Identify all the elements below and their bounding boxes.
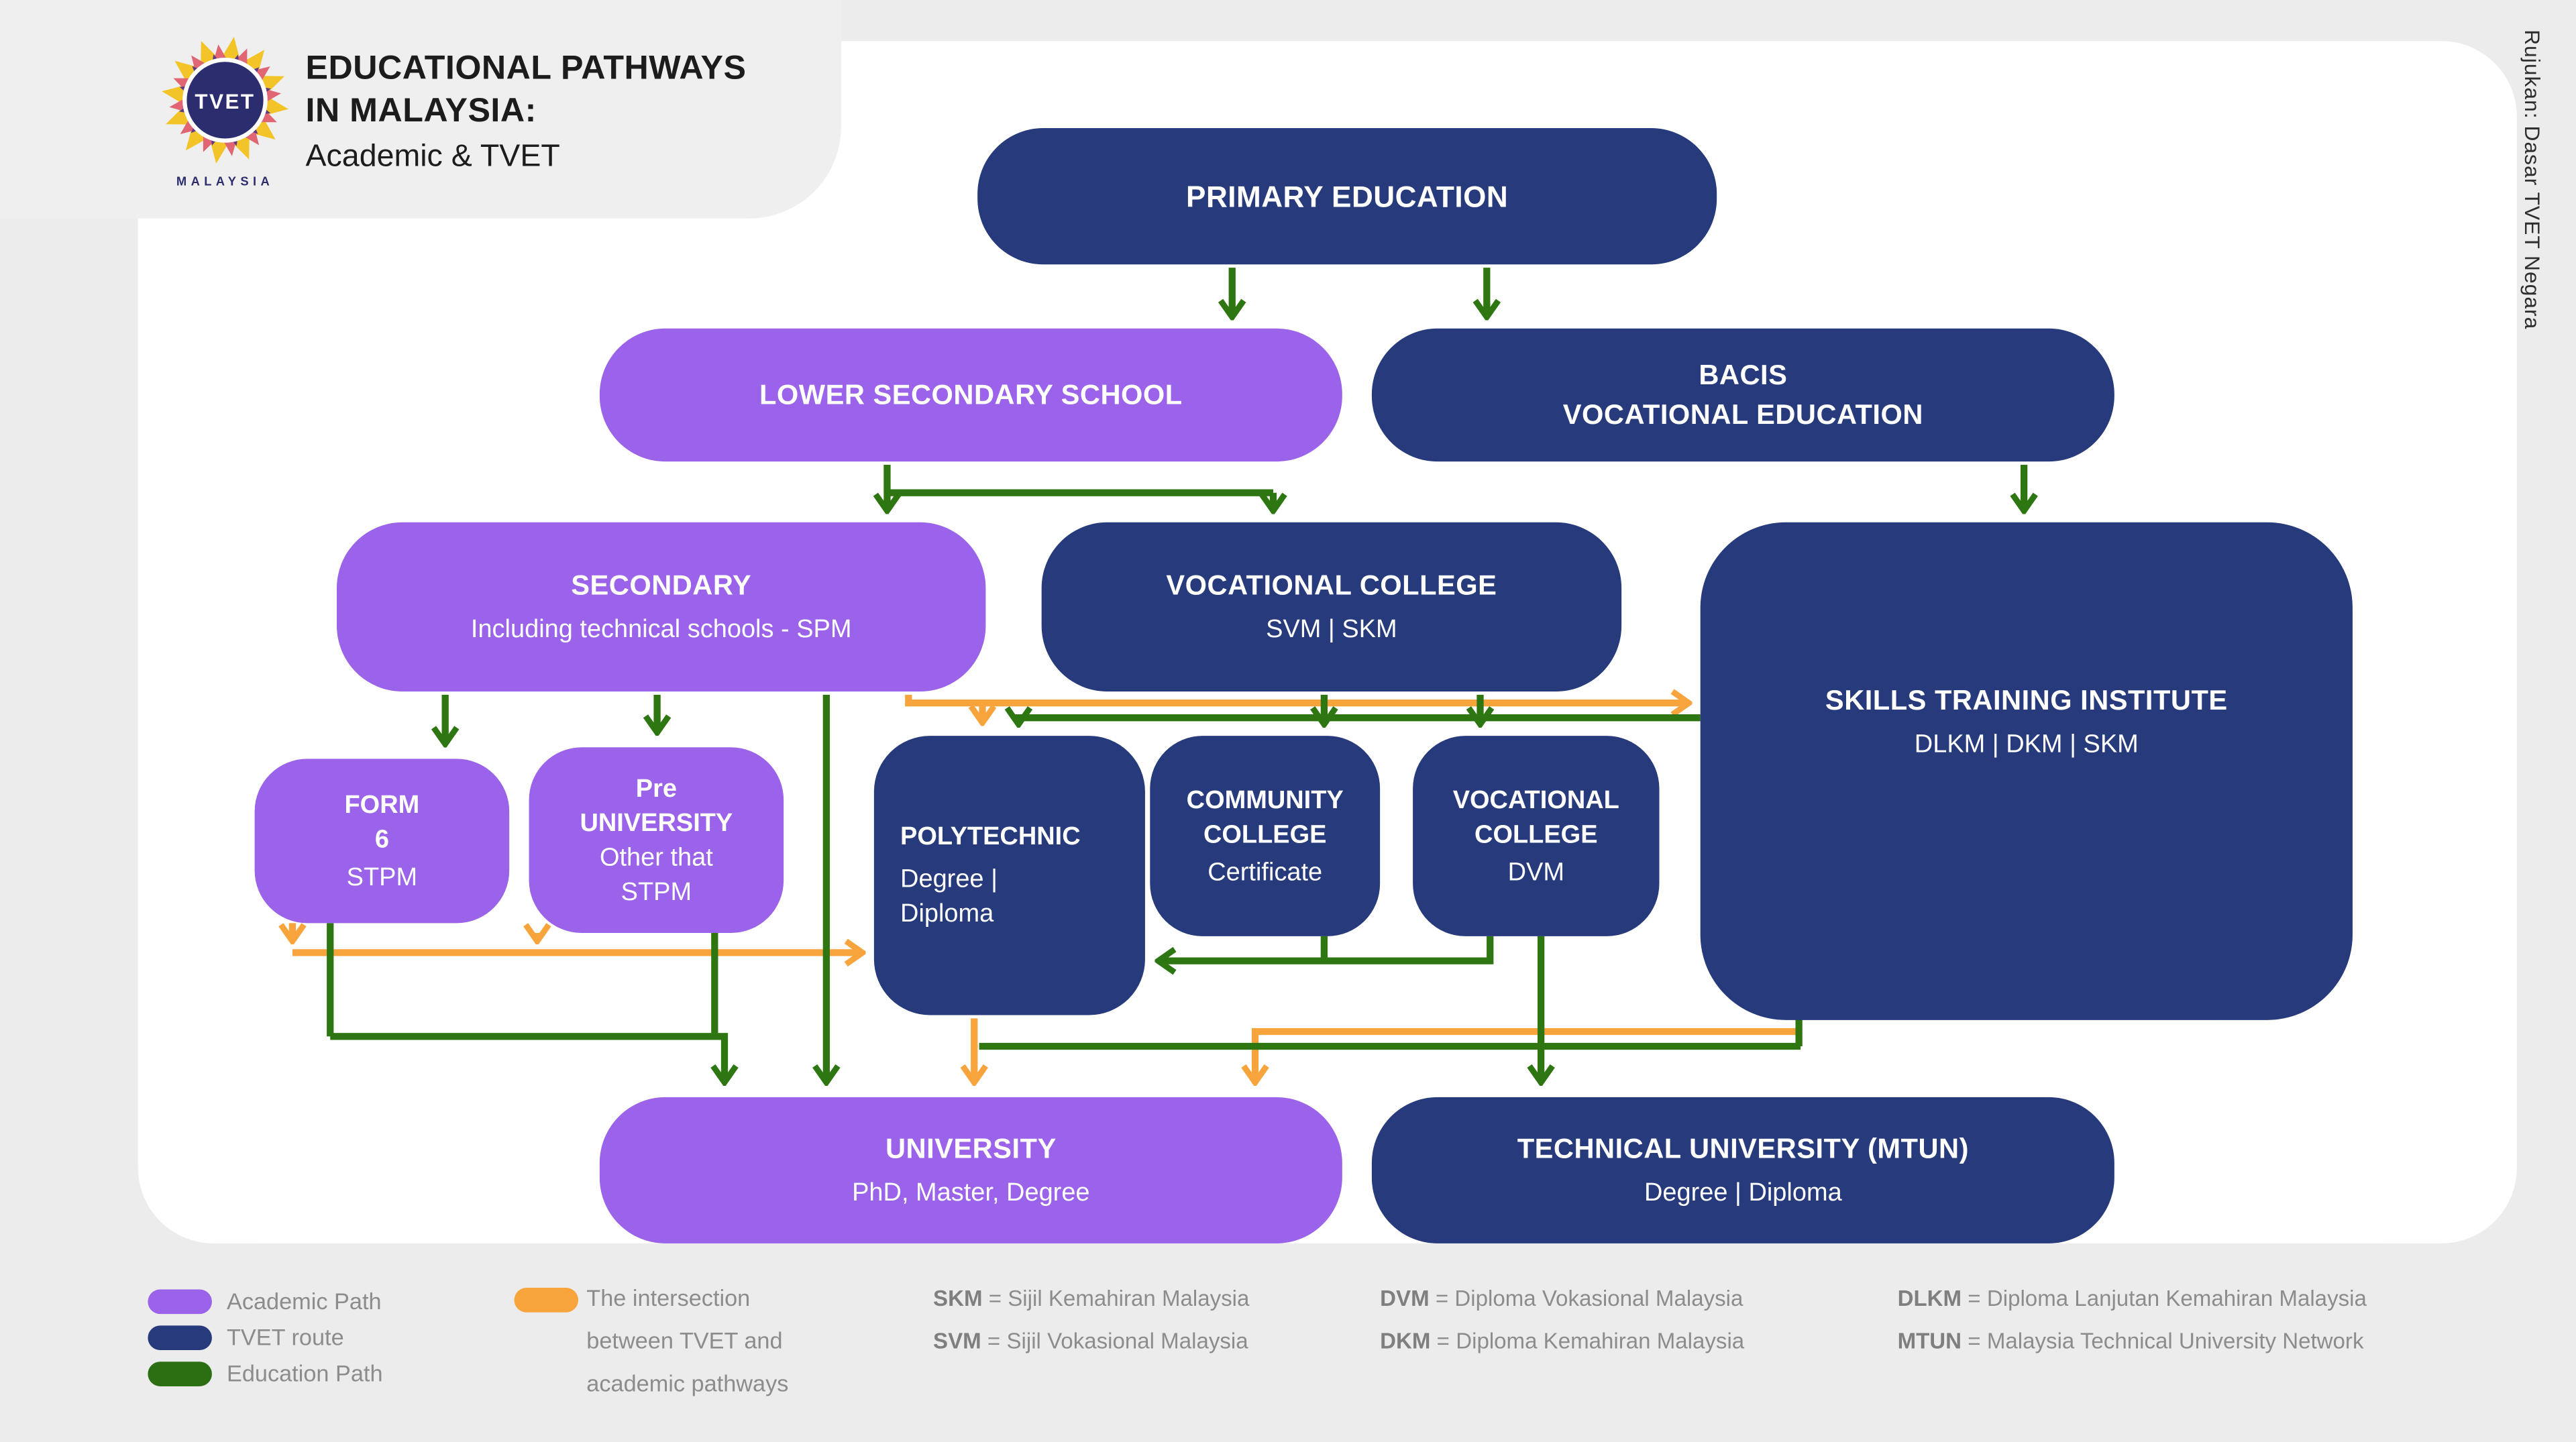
node-sublabel: STPM <box>621 877 692 906</box>
node-label: VOCATIONAL COLLEGE <box>1166 569 1497 602</box>
node-skills-training-institute <box>1701 522 2353 1020</box>
node-polytechnic <box>874 736 1145 1015</box>
node-vocational-college-svm <box>1042 522 1621 691</box>
abbr-full: Diploma Kemahiran Malaysia <box>1456 1329 1745 1353</box>
title-line-2: IN MALAYSIA: <box>305 92 537 130</box>
node-label: COLLEGE <box>1474 820 1598 848</box>
logo-wordmark: MALAYSIA <box>176 174 274 189</box>
node-sublabel: DLKM | DKM | SKM <box>1914 730 2139 759</box>
node-label: FORM <box>344 791 420 819</box>
equals: = <box>1968 1329 1981 1353</box>
logo-center-text: TVET <box>195 89 256 113</box>
legend-swatch-tvet <box>148 1325 212 1349</box>
node-community-college <box>1150 736 1380 936</box>
node-text-stack <box>1825 681 2228 762</box>
abbreviation-item <box>1898 1321 2367 1364</box>
edge-sti-to-polytechnic-top <box>1018 718 1700 722</box>
node-sublabel: DVM <box>1507 858 1564 887</box>
equals: = <box>1968 1286 1981 1311</box>
legend-label: The intersection <box>586 1284 751 1311</box>
node-basic-vocational-education <box>1372 329 2114 461</box>
legend-swatch-intersection <box>515 1288 579 1313</box>
node-label: COMMUNITY <box>1186 785 1344 814</box>
abbreviation-item <box>933 1321 1249 1364</box>
equals: = <box>1435 1286 1449 1311</box>
abbr-full: Malaysia Technical University Network <box>1986 1329 2364 1353</box>
abbr: SKM <box>933 1286 983 1311</box>
legend-swatch-academic <box>148 1288 212 1313</box>
equals: = <box>1436 1329 1450 1353</box>
node-label: UNIVERSITY <box>885 1133 1057 1165</box>
legend-intersection-text <box>586 1276 788 1404</box>
equals: = <box>988 1286 1002 1311</box>
edge-sti-to-university-orange <box>1255 1032 1799 1080</box>
legend-abbreviations-col3 <box>1898 1278 2367 1363</box>
legend-label: between TVET and <box>586 1327 783 1353</box>
legend-label: Education Path <box>226 1360 383 1386</box>
legend-abbreviations-col1 <box>933 1278 1249 1363</box>
legend-label: TVET route <box>226 1323 344 1351</box>
node-form6-stpm <box>255 759 510 923</box>
node-label: SKILLS TRAINING INSTITUTE <box>1825 685 2228 716</box>
legend-academic-path <box>148 1288 381 1314</box>
node-pre-university <box>529 747 784 933</box>
node-sublabel: STPM <box>346 863 418 891</box>
abbr: MTUN <box>1897 1329 1962 1353</box>
node-vocational-college-dvm <box>1413 736 1659 936</box>
node-sublabel: Other that <box>599 843 713 872</box>
title-subtitle: Academic & TVET <box>305 140 560 174</box>
node-sublabel: Diploma <box>900 900 994 928</box>
abbr-full: Sijil Kemahiran Malaysia <box>1008 1286 1250 1311</box>
node-sublabel: Including technical schools - SPM <box>470 616 852 645</box>
node-label: Pre <box>635 774 677 803</box>
abbr-full: Sijil Vokasional Malaysia <box>1006 1329 1248 1353</box>
node-label: SECONDARY <box>571 569 752 602</box>
edge-form6-preuni-to-university-green <box>330 1036 724 1080</box>
abbreviation-item <box>1380 1321 1744 1364</box>
node-label: VOCATIONAL <box>1452 785 1619 814</box>
node-secondary <box>337 522 985 691</box>
abbr-full: Diploma Vokasional Malaysia <box>1454 1286 1743 1311</box>
abbreviation-item <box>1380 1278 1744 1321</box>
node-label: BACIS <box>1699 359 1788 390</box>
reference-note: Rujukan: Dasar TVET Negara <box>2520 30 2545 330</box>
legend-tvet-route <box>148 1324 343 1350</box>
abbr: DVM <box>1380 1286 1430 1311</box>
abbr-full: Diploma Lanjutan Kemahiran Malaysia <box>1986 1286 2367 1311</box>
legend-abbreviations-col2 <box>1380 1278 1744 1363</box>
equals: = <box>987 1329 1001 1353</box>
title-line-1: EDUCATIONAL PATHWAYS <box>305 49 747 87</box>
node-sublabel: PhD, Master, Degree <box>852 1179 1090 1208</box>
abbreviation-item <box>933 1278 1249 1321</box>
node-label: POLYTECHNIC <box>900 822 1081 851</box>
abbr: SVM <box>933 1329 981 1353</box>
legend-label: academic pathways <box>586 1370 789 1396</box>
node-label: VOCATIONAL EDUCATION <box>1562 398 1923 430</box>
abbr: DKM <box>1380 1329 1431 1353</box>
legend-education-path <box>148 1360 382 1386</box>
node-label: COLLEGE <box>1203 820 1327 848</box>
node-label: UNIVERSITY <box>580 809 733 837</box>
node-sublabel: Degree | <box>900 865 998 894</box>
legend-swatch-education <box>148 1361 212 1386</box>
legend-label: Academic Path <box>226 1288 382 1315</box>
node-sublabel: Degree | Diploma <box>1644 1179 1842 1208</box>
node-sublabel: SVM | SKM <box>1266 616 1397 645</box>
node-label: TECHNICAL UNIVERSITY (MTUN) <box>1517 1133 1969 1165</box>
node-lower-secondary-school <box>600 329 1342 461</box>
node-label: LOWER SECONDARY SCHOOL <box>759 378 1183 410</box>
edge-secondary-to-sti-orange <box>908 695 1687 703</box>
node-label: 6 <box>374 825 389 854</box>
abbr: DLKM <box>1897 1286 1962 1311</box>
node-sublabel: Certificate <box>1208 858 1323 887</box>
node-label: PRIMARY EDUCATION <box>1186 180 1509 213</box>
legend-intersection <box>515 1288 579 1313</box>
node-university <box>600 1097 1342 1243</box>
abbreviation-item <box>1898 1278 2367 1321</box>
node-technical-university-mtun <box>1372 1097 2114 1243</box>
node-primary-education <box>977 128 1717 264</box>
